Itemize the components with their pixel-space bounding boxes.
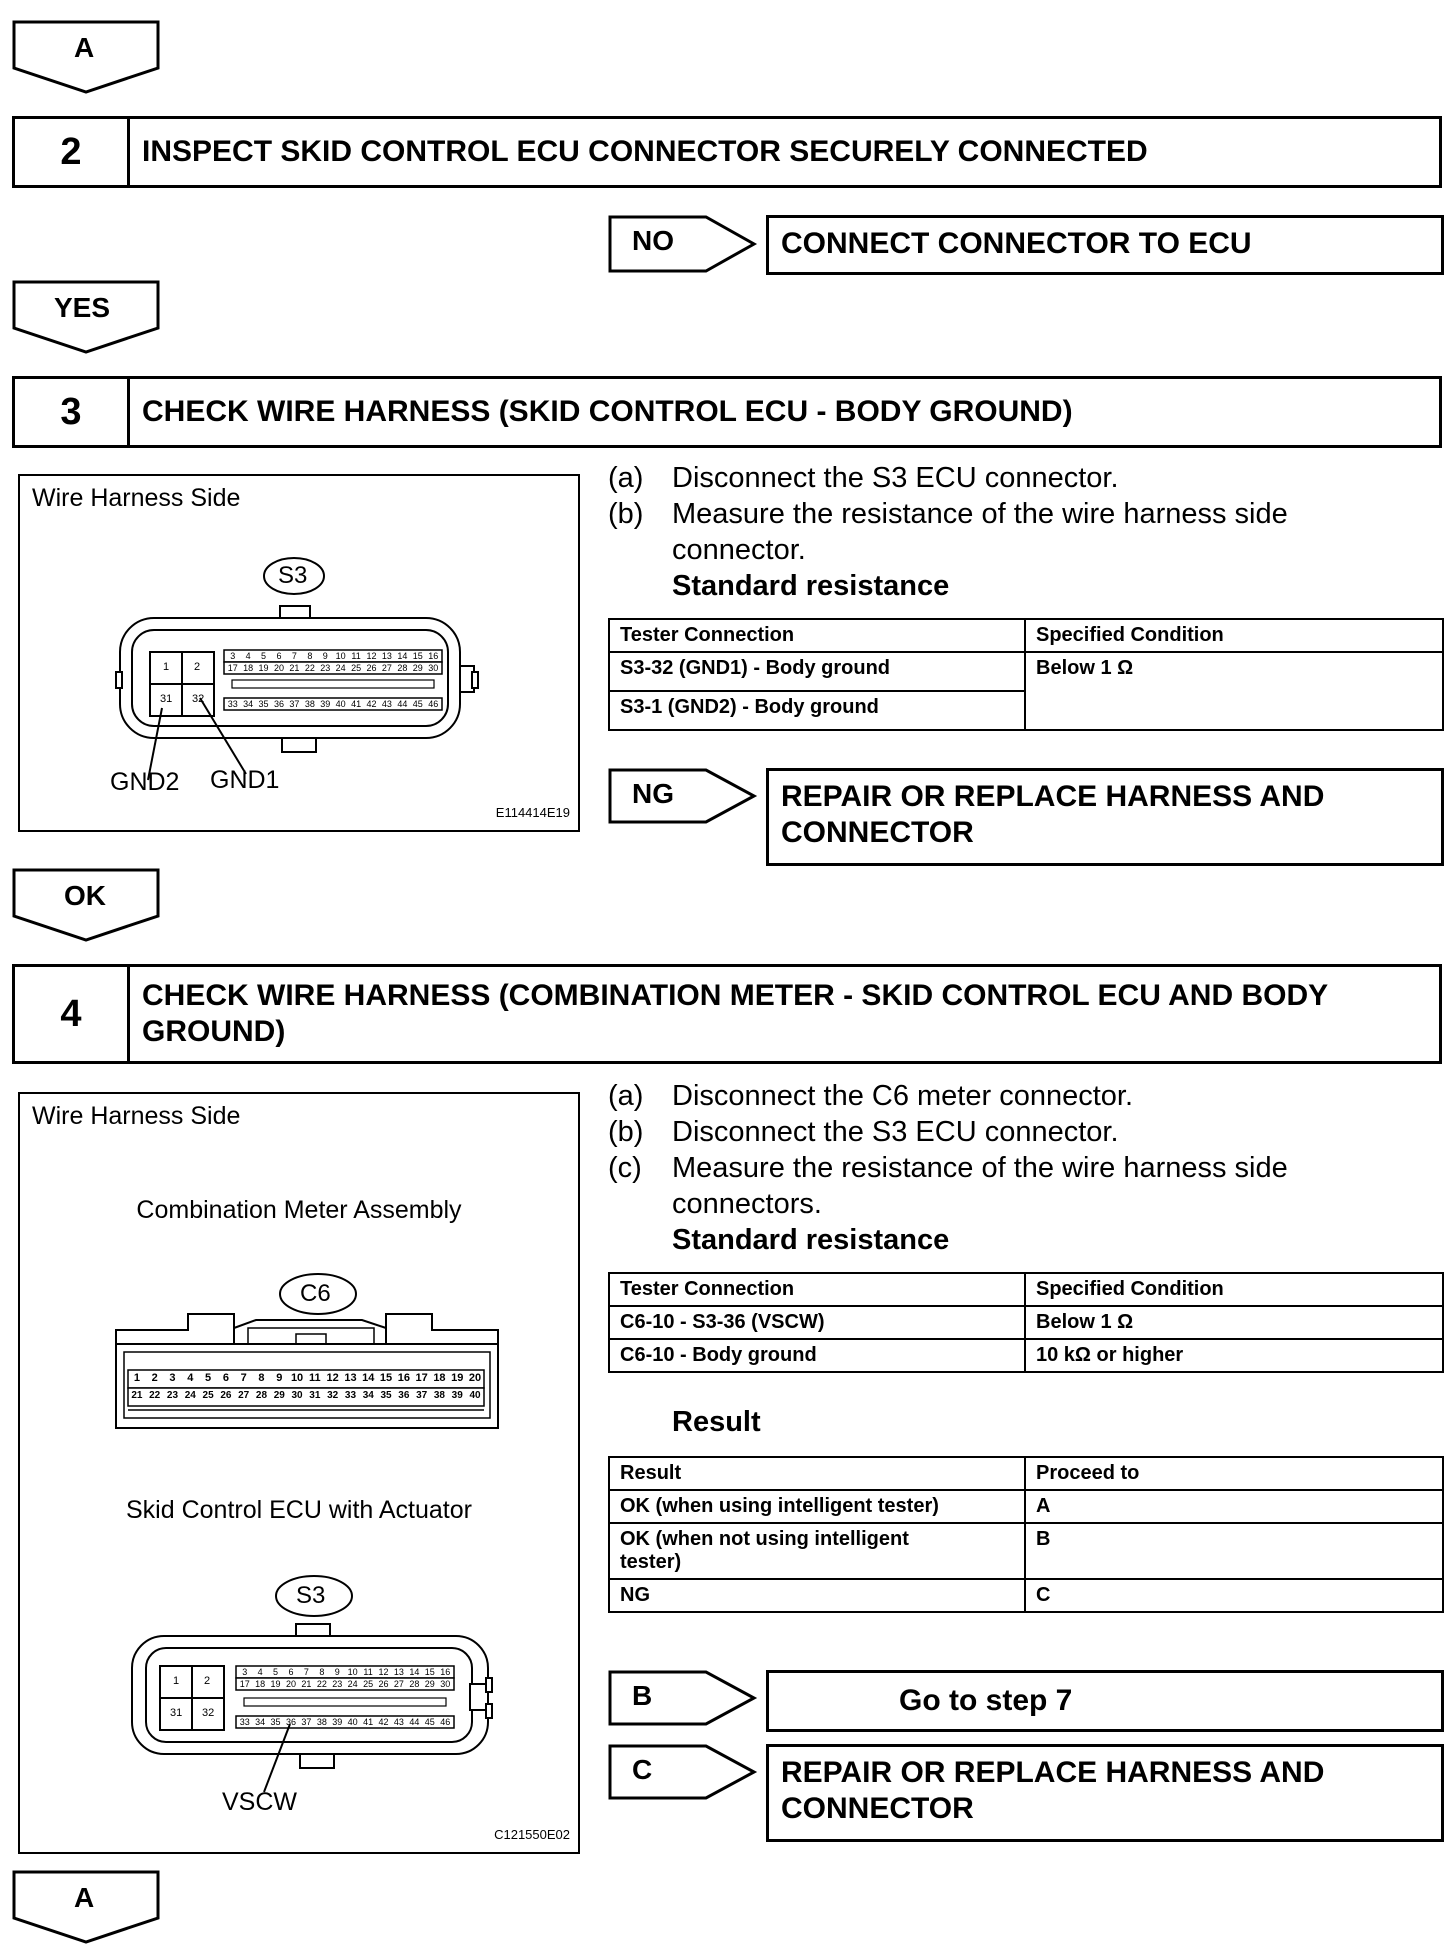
table-cell: C [1025,1579,1443,1612]
instruction-item: (b) Disconnect the S3 ECU connector. [608,1116,1119,1148]
pin: 18 [433,1372,446,1384]
pin: 30 [440,1679,451,1689]
ng-action-box [766,768,1444,866]
pin: 8 [319,1667,325,1677]
table-row [609,1306,1443,1339]
pin: 34 [243,699,254,709]
ecu-pin-row-3 [237,1717,453,1727]
pin: 37 [301,1717,312,1727]
no-action-box [766,215,1444,275]
pin: 15 [424,1667,435,1677]
pin: 6 [276,651,282,661]
pin: 19 [270,1679,281,1689]
pin: 35 [270,1717,281,1727]
pin-row-2 [225,663,441,673]
flag-ok [12,868,160,942]
pin: 33 [227,699,238,709]
pin: 20 [468,1372,482,1384]
pin: 44 [409,1717,420,1727]
standard-heading: Standard resistance [672,1224,950,1256]
flag-label: YES [54,292,111,323]
pin: 14 [397,651,408,661]
pin: 34 [362,1390,374,1401]
gnd1-label: GND1 [210,766,280,794]
flag-a-bottom [12,1870,160,1944]
pin: 40 [469,1390,481,1401]
pin: 9 [334,1667,340,1677]
pin: 34 [255,1717,266,1727]
pin: 39 [320,699,331,709]
flag-label: NG [632,778,674,809]
pin: 41 [363,1717,374,1727]
step-number: 4 [15,967,130,1061]
pin: 38 [304,699,315,709]
pin: 12 [326,1372,339,1384]
pin: 13 [393,1667,404,1677]
pin: 17 [415,1372,428,1384]
pin: 9 [322,651,328,661]
pin: 44 [397,699,408,709]
pin: 20 [285,1679,296,1689]
pin: 16 [440,1667,451,1677]
pin: 11 [351,651,361,661]
pin: 28 [409,1679,420,1689]
pin: 15 [412,651,423,661]
table-header: Tester Connection [609,619,1025,652]
result-heading: Result [672,1406,761,1438]
pin: 29 [424,1679,435,1689]
pin: 7 [303,1667,309,1677]
pin: 41 [351,699,362,709]
pin: 21 [289,663,300,673]
step-title: CHECK WIRE HARNESS (COMBINATION METER - SKID CONTROL ECU AND BODY GROUND) [142,979,1328,1048]
step-4-spec-table [608,1272,1444,1373]
pin: 1 [133,1372,140,1384]
pin: 23 [332,1679,343,1689]
instruction-item: (a) Disconnect the S3 ECU connector. [608,462,1119,494]
table-header: Proceed to [1025,1457,1443,1490]
pin: 35 [380,1390,392,1401]
flag-label: NO [632,225,674,256]
instruction-item: (c) Measure the resistance of the wire harness side connectors. [608,1152,1288,1220]
pin: 25 [202,1390,214,1401]
flag-no [608,215,756,273]
pin-label: 31 [160,693,173,705]
instruction-item: (a) Disconnect the C6 meter connector. [608,1080,1134,1112]
pin: 35 [258,699,269,709]
connector-drawings [20,1094,580,1854]
pin: 6 [222,1372,229,1384]
pin: 5 [261,651,267,661]
pin: 14 [409,1667,420,1677]
step-3-instructions [608,460,1408,604]
right-arrow-flag-icon [608,215,756,273]
pin: 46 [428,699,439,709]
pin: 30 [428,663,439,673]
pin: 8 [307,651,313,661]
pin: 4 [257,1667,263,1677]
pin: 10 [347,1667,358,1677]
flag-label: B [632,1680,653,1711]
pin: 36 [398,1390,410,1401]
table-row [609,1490,1443,1523]
pin: 31 [309,1390,321,1401]
step-title: INSPECT SKID CONTROL ECU CONNECTOR SECURELY CONNECTED [142,135,1148,168]
table-header: Specified Condition [1025,619,1443,652]
pin: 10 [290,1372,304,1384]
connector-label: S3 [278,562,308,589]
flag-label: OK [64,880,106,911]
pin: 33 [239,1717,250,1727]
s3-connector-diagram [18,474,580,832]
table-header: Result [609,1457,1025,1490]
pin: 12 [378,1667,389,1677]
pin: 23 [166,1390,179,1401]
pin: 20 [273,663,284,673]
pin: 29 [273,1390,285,1401]
instruction-item: (b) Measure the resistance of the wire harness side connector. [608,498,1288,566]
pin-row-1 [225,651,441,661]
pin: 24 [184,1390,196,1401]
pin: 46 [440,1717,451,1727]
table-cell: B [1025,1523,1443,1579]
step-4-header [12,964,1442,1064]
pin: 21 [301,1679,312,1689]
table-header: Specified Condition [1025,1273,1443,1306]
pin: 39 [451,1390,463,1401]
pin: 28 [255,1390,268,1401]
pin: 1 [173,1675,180,1687]
pin: 45 [412,699,423,709]
right-arrow-flag-icon [608,1670,756,1726]
pin: 7 [291,651,297,661]
table-cell: Below 1 Ω [1025,652,1443,730]
pin: 26 [378,1679,389,1689]
pin: 4 [245,651,251,661]
pin: 17 [227,663,238,673]
pin: 28 [397,663,408,673]
pin: 11 [309,1372,321,1384]
table-cell: C6-10 - S3-36 (VSCW) [609,1306,1025,1339]
flag-b [608,1670,756,1726]
table-row [609,652,1443,691]
pin: 14 [362,1372,375,1384]
table-header-row [609,619,1443,652]
pin: 2 [151,1372,158,1384]
pin: 27 [393,1679,404,1689]
table-cell: S3-1 (GND2) - Body ground [609,691,1025,730]
pin: 33 [344,1390,357,1401]
pin-row-3 [225,699,441,709]
flag-a-top [12,20,160,94]
s3-connector-label: S3 [296,1582,326,1609]
meter-pin-row-2 [128,1390,484,1401]
standard-heading: Standard resistance [672,570,950,602]
flag-label: A [74,1882,95,1913]
pin: 9 [276,1372,283,1384]
ecu-pin-row-2 [237,1679,453,1689]
step-4-instructions [608,1078,1408,1258]
pin: 43 [381,699,392,709]
c-action-box [766,1744,1444,1842]
step-number: 3 [15,379,130,445]
pin: 29 [412,663,423,673]
gnd2-label: GND2 [110,768,180,796]
table-cell: NG [609,1579,1025,1612]
pin: 3 [169,1372,176,1384]
pin: 27 [238,1390,250,1401]
pin: 40 [347,1717,358,1727]
pin: 42 [366,699,377,709]
right-arrow-flag-icon [608,768,756,824]
standard-heading-row [608,1222,1408,1258]
pin: 32 [202,1707,215,1719]
pin: 13 [381,651,392,661]
pin: 2 [204,1675,211,1687]
table-cell: S3-32 (GND1) - Body ground [609,652,1025,691]
table-row [609,1339,1443,1372]
step-title: CHECK WIRE HARNESS (SKID CONTROL ECU - BODY GROUND) [142,395,1073,428]
pin-label: 2 [194,661,201,673]
vscw-label: VSCW [222,1788,297,1816]
table-row [609,1579,1443,1612]
meter-assembly-title: Combination Meter Assembly [136,1196,462,1224]
pin: 15 [379,1372,393,1384]
pin: 36 [285,1717,296,1727]
pin: 27 [381,663,392,673]
pin: 16 [397,1372,410,1384]
standard-heading-row [608,568,1408,604]
pin: 37 [289,699,300,709]
pin: 19 [451,1372,464,1384]
table-cell: Below 1 Ω [1025,1306,1443,1339]
pin: 18 [255,1679,266,1689]
action-text: Go to step 7 [899,1684,1073,1717]
pin: 5 [273,1667,279,1677]
table-header-row [609,1457,1443,1490]
flag-label: A [74,32,95,63]
flag-label: C [632,1754,653,1785]
pin: 4 [187,1372,194,1384]
pin: 7 [240,1372,247,1384]
pin: 8 [258,1372,265,1384]
pin: 6 [288,1667,294,1677]
pin: 3 [242,1667,248,1677]
pin: 43 [393,1717,404,1727]
pin: 18 [243,663,254,673]
ecu-title: Skid Control ECU with Actuator [126,1496,472,1524]
pin: 36 [273,699,284,709]
action-text: CONNECT CONNECTOR TO ECU [781,227,1252,260]
pin: 38 [433,1390,445,1401]
pin: 32 [327,1390,339,1401]
pin: 22 [316,1679,327,1689]
pin: 24 [335,663,346,673]
pin: 45 [424,1717,435,1727]
c6-connector-label: C6 [300,1280,331,1307]
right-arrow-flag-icon [608,1744,756,1800]
pin: 37 [416,1390,428,1401]
b-action-box [766,1670,1444,1732]
pin: 22 [149,1390,161,1401]
pin: 5 [205,1372,212,1384]
result-table [608,1456,1444,1613]
pin: 22 [304,663,315,673]
diagram-title: Wire Harness Side [32,484,241,512]
table-cell: A [1025,1490,1443,1523]
pin: 40 [335,699,346,709]
pin: 13 [344,1372,357,1384]
pin-label: 1 [163,661,170,673]
diagram-title: Wire Harness Side [32,1102,241,1130]
action-text: REPAIR OR REPLACE HARNESS AND CONNECTOR [781,780,1325,849]
pin-label: 32 [192,693,205,705]
pin: 17 [239,1679,250,1689]
table-cell: C6-10 - Body ground [609,1339,1025,1372]
pin: 38 [316,1717,327,1727]
pin: 39 [332,1717,343,1727]
action-text: REPAIR OR REPLACE HARNESS AND CONNECTOR [781,1756,1325,1825]
flag-ng [608,768,756,824]
ecu-pin-row-1 [237,1667,453,1677]
pin: 30 [291,1390,303,1401]
step-number: 2 [15,119,130,185]
pin: 10 [335,651,346,661]
step-3-spec-table [608,618,1444,731]
table-cell: OK (when not using intelligent tester) [609,1523,1025,1579]
pin: 19 [258,663,269,673]
pin: 26 [366,663,377,673]
flag-c [608,1744,756,1800]
pin: 26 [220,1390,232,1401]
table-cell: OK (when using intelligent tester) [609,1490,1025,1523]
pin: 21 [131,1390,143,1401]
step-2-header [12,116,1442,188]
pin: 31 [170,1707,183,1719]
pin: 25 [363,1679,374,1689]
pin: 25 [351,663,362,673]
pin: 42 [378,1717,389,1727]
pin: 12 [366,651,377,661]
pin: 3 [230,651,236,661]
pin: 23 [320,663,331,673]
pin: 16 [428,651,439,661]
meter-pin-row-1 [128,1372,484,1384]
figure-code: E114414E19 [495,805,570,820]
figure-code: C121550E02 [494,1827,570,1842]
pin: 11 [363,1667,373,1677]
table-cell: 10 kΩ or higher [1025,1339,1443,1372]
table-row [609,1523,1443,1579]
table-header: Tester Connection [609,1273,1025,1306]
flag-yes [12,280,160,354]
pin: 24 [347,1679,358,1689]
c6-s3-connector-diagram [18,1092,580,1854]
step-3-header [12,376,1442,448]
table-header-row [609,1273,1443,1306]
